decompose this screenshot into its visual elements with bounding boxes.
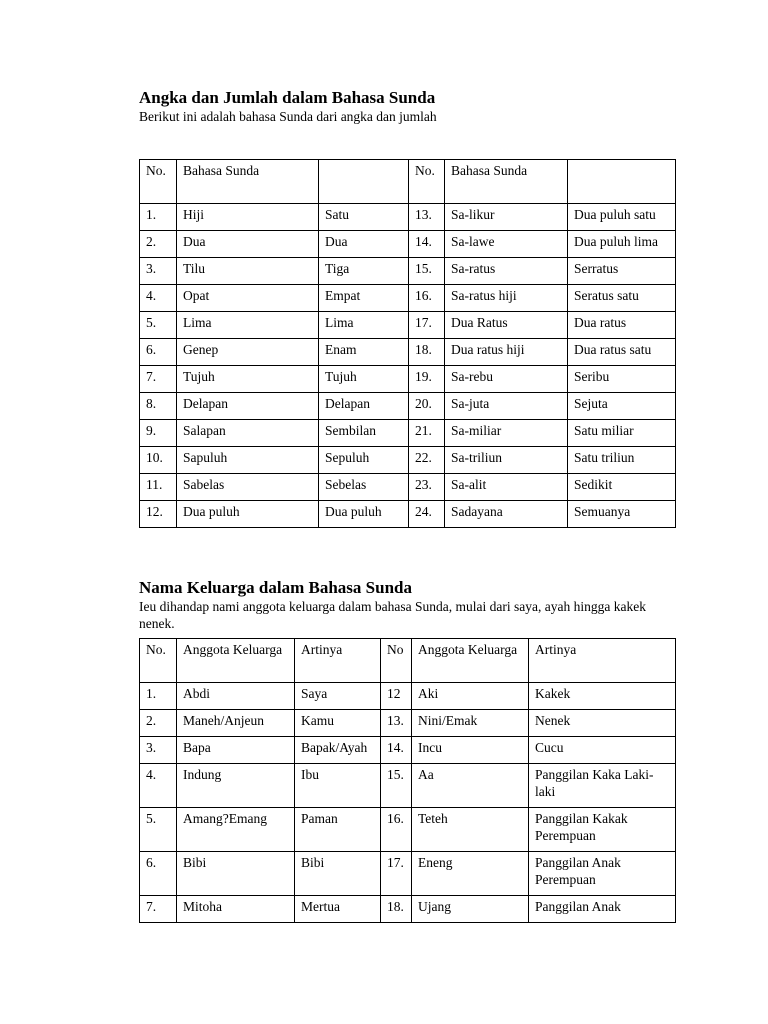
table-row — [140, 474, 676, 501]
table-cell: Dua — [177, 231, 319, 258]
table-cell: 20. — [409, 393, 445, 420]
table-cell: Bapa — [177, 737, 295, 764]
header-cell: Bahasa Sunda — [177, 160, 319, 204]
header-cell: No. — [409, 160, 445, 204]
table-cell: 17. — [409, 312, 445, 339]
table-row — [140, 447, 676, 474]
table-cell: Tujuh — [319, 366, 409, 393]
table-cell: Sa-juta — [445, 393, 568, 420]
table-row — [140, 285, 676, 312]
table-cell: 12. — [140, 501, 177, 528]
table-row — [140, 737, 676, 764]
table-cell: 4. — [140, 764, 177, 808]
table-row — [140, 852, 676, 896]
table-cell: Incu — [412, 737, 529, 764]
table-cell: Dua ratus satu — [568, 339, 676, 366]
table-cell: Tilu — [177, 258, 319, 285]
table-row — [140, 501, 676, 528]
table-cell: Teteh — [412, 808, 529, 852]
table-cell: Tiga — [319, 258, 409, 285]
table-cell: 5. — [140, 312, 177, 339]
table-cell: 1. — [140, 204, 177, 231]
table-cell: Enam — [319, 339, 409, 366]
table-cell: 21. — [409, 420, 445, 447]
table-cell: Genep — [177, 339, 319, 366]
table-cell: 5. — [140, 808, 177, 852]
header-cell: Anggota Keluarga — [412, 639, 529, 683]
table-cell: Indung — [177, 764, 295, 808]
table-row — [140, 420, 676, 447]
numbers-table — [139, 159, 676, 528]
table-row — [140, 258, 676, 285]
table-cell: Bapak/Ayah — [295, 737, 381, 764]
table-row — [140, 231, 676, 258]
table-cell: 13. — [381, 710, 412, 737]
table-cell: Dua puluh — [177, 501, 319, 528]
table-cell: 10. — [140, 447, 177, 474]
family-subtitle: Ieu dihandap nami anggota keluarga dalam bahasa Sunda, mulai dari saya, ayah hingga kakek nenek. — [139, 599, 646, 631]
table-row — [140, 683, 676, 710]
table-cell: 3. — [140, 737, 177, 764]
table-cell: Delapan — [177, 393, 319, 420]
table-cell: Sa-triliun — [445, 447, 568, 474]
table-row — [140, 204, 676, 231]
table-cell: Sa-rebu — [445, 366, 568, 393]
table-cell: Empat — [319, 285, 409, 312]
table-cell: Eneng — [412, 852, 529, 896]
table-cell: 14. — [381, 737, 412, 764]
table-cell: Sa-alit — [445, 474, 568, 501]
numbers-section — [139, 88, 675, 528]
table-cell: Satu miliar — [568, 420, 676, 447]
table-cell: 23. — [409, 474, 445, 501]
table-cell: Dua puluh — [319, 501, 409, 528]
table-cell: 7. — [140, 366, 177, 393]
table-cell: Sedikit — [568, 474, 676, 501]
family-table — [139, 638, 676, 923]
table-cell: Satu — [319, 204, 409, 231]
table-cell: Dua — [319, 231, 409, 258]
table-cell: Sejuta — [568, 393, 676, 420]
table-cell: 6. — [140, 339, 177, 366]
table-cell: Aa — [412, 764, 529, 808]
table-cell: 8. — [140, 393, 177, 420]
header-cell: Artinya — [529, 639, 676, 683]
table-cell: Hiji — [177, 204, 319, 231]
table-row — [140, 896, 676, 923]
table-cell: Satu triliun — [568, 447, 676, 474]
table-cell: 15. — [409, 258, 445, 285]
table-cell: 13. — [409, 204, 445, 231]
table-cell: Dua ratus — [568, 312, 676, 339]
table-row — [140, 764, 676, 808]
table-row — [140, 366, 676, 393]
table-cell: Sa-ratus hiji — [445, 285, 568, 312]
table-cell: Seratus satu — [568, 285, 676, 312]
table-cell: Dua ratus hiji — [445, 339, 568, 366]
table-cell: Lima — [177, 312, 319, 339]
table-cell: Aki — [412, 683, 529, 710]
table-cell: Sa-ratus — [445, 258, 568, 285]
table-cell: Panggilan Anak — [529, 896, 676, 923]
table-header-row — [140, 160, 676, 204]
table-cell: Mertua — [295, 896, 381, 923]
table-cell: 3. — [140, 258, 177, 285]
table-cell: Bibi — [177, 852, 295, 896]
table-cell: Seribu — [568, 366, 676, 393]
table-cell: 1. — [140, 683, 177, 710]
table-cell: Sadayana — [445, 501, 568, 528]
table-cell: Sa-lawe — [445, 231, 568, 258]
table-row — [140, 339, 676, 366]
table-cell: Maneh/Anjeun — [177, 710, 295, 737]
table-cell: Sepuluh — [319, 447, 409, 474]
table-cell: Sebelas — [319, 474, 409, 501]
table-cell: 4. — [140, 285, 177, 312]
table-cell: Lima — [319, 312, 409, 339]
table-cell: Cucu — [529, 737, 676, 764]
family-title: Nama Keluarga dalam Bahasa Sunda — [139, 578, 412, 597]
table-cell: 2. — [140, 710, 177, 737]
table-cell: Nenek — [529, 710, 676, 737]
table-cell: Tujuh — [177, 366, 319, 393]
header-cell: Artinya — [295, 639, 381, 683]
table-cell: 19. — [409, 366, 445, 393]
table-cell: Ibu — [295, 764, 381, 808]
table-cell: Mitoha — [177, 896, 295, 923]
numbers-subtitle: Berikut ini adalah bahasa Sunda dari angka dan jumlah — [139, 109, 437, 124]
table-cell: 22. — [409, 447, 445, 474]
header-cell: No. — [140, 160, 177, 204]
header-cell: No. — [140, 639, 177, 683]
table-cell: Panggilan Kaka Laki-laki — [529, 764, 676, 808]
table-cell: Abdi — [177, 683, 295, 710]
table-cell: Amang?Emang — [177, 808, 295, 852]
table-cell: Dua Ratus — [445, 312, 568, 339]
table-cell: Ujang — [412, 896, 529, 923]
table-cell: Sembilan — [319, 420, 409, 447]
table-cell: Kamu — [295, 710, 381, 737]
table-cell: 18. — [409, 339, 445, 366]
table-cell: Paman — [295, 808, 381, 852]
table-cell: Dua puluh satu — [568, 204, 676, 231]
table-cell: 12 — [381, 683, 412, 710]
table-cell: Nini/Emak — [412, 710, 529, 737]
table-cell: 2. — [140, 231, 177, 258]
table-cell: 16. — [381, 808, 412, 852]
table-cell: 18. — [381, 896, 412, 923]
table-cell: Dua puluh lima — [568, 231, 676, 258]
table-cell: 7. — [140, 896, 177, 923]
table-cell: Saya — [295, 683, 381, 710]
header-cell — [319, 160, 409, 204]
table-cell: Kakek — [529, 683, 676, 710]
table-cell: 24. — [409, 501, 445, 528]
table-cell: 16. — [409, 285, 445, 312]
header-cell: Anggota Keluarga — [177, 639, 295, 683]
table-cell: Opat — [177, 285, 319, 312]
table-cell: Bibi — [295, 852, 381, 896]
table-cell: Sa-miliar — [445, 420, 568, 447]
table-row — [140, 312, 676, 339]
family-section — [139, 578, 675, 923]
table-row — [140, 393, 676, 420]
table-cell: Serratus — [568, 258, 676, 285]
header-cell: No — [381, 639, 412, 683]
header-cell — [568, 160, 676, 204]
table-cell: 15. — [381, 764, 412, 808]
table-cell: Panggilan Anak Perempuan — [529, 852, 676, 896]
table-header-row — [140, 639, 676, 683]
table-cell: 14. — [409, 231, 445, 258]
table-cell: Sabelas — [177, 474, 319, 501]
table-cell: Panggilan Kakak Perempuan — [529, 808, 676, 852]
table-cell: 17. — [381, 852, 412, 896]
table-cell: Sapuluh — [177, 447, 319, 474]
table-cell: 9. — [140, 420, 177, 447]
header-cell: Bahasa Sunda — [445, 160, 568, 204]
table-cell: Sa-likur — [445, 204, 568, 231]
table-row — [140, 710, 676, 737]
table-row — [140, 808, 676, 852]
table-cell: 11. — [140, 474, 177, 501]
table-cell: 6. — [140, 852, 177, 896]
table-cell: Delapan — [319, 393, 409, 420]
table-cell: Salapan — [177, 420, 319, 447]
table-cell: Semuanya — [568, 501, 676, 528]
numbers-title: Angka dan Jumlah dalam Bahasa Sunda — [139, 88, 436, 107]
